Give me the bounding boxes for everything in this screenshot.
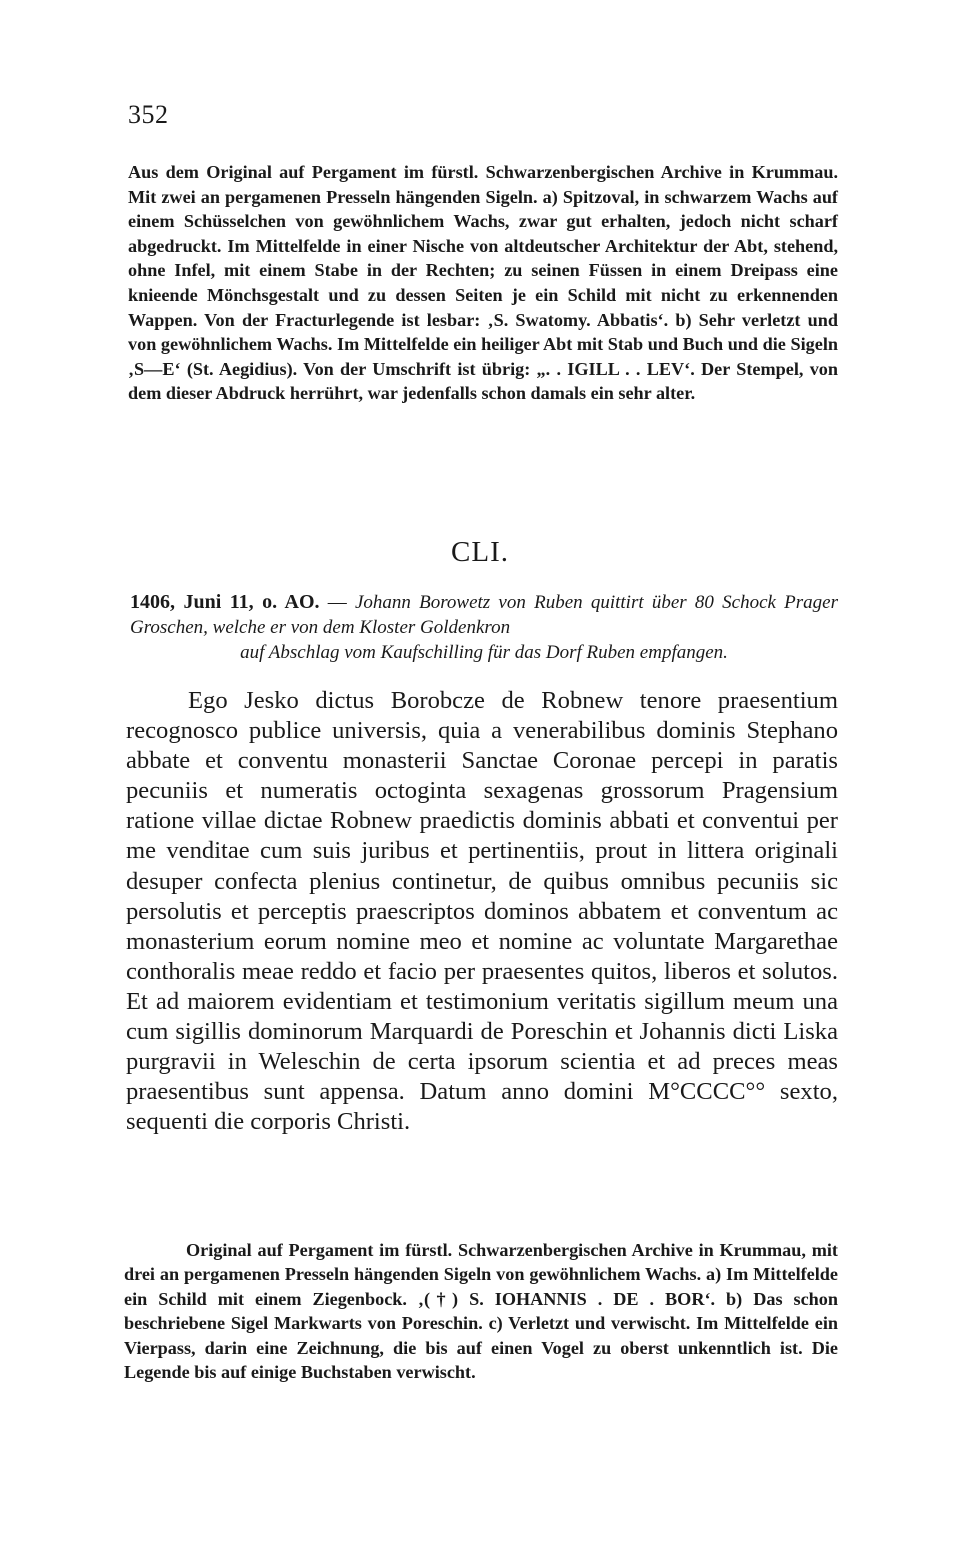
regest-summary-last-line: auf Abschlag vom Kaufschilling für das Dorf Ruben empfangen.	[240, 642, 728, 663]
regest-dash: —	[327, 592, 347, 613]
previous-document-notes: Aus dem Original auf Pergament im fürstl. Schwarzenbergischen Archive in Krummau. Mit zwei an pergamenen Presseln hängenden Sigeln. a) Spitzoval, in schwarzem Wachs auf einem Schüsselchen von gewöhnlichem Wachs, zwar gut erhalten, jedoch nicht scharf abgedruckt. Im Mittelfelde in einer Nische von altdeutscher Architektur der Abt, stehend, ohne Infel, mit einem Stabe in der Rechten; zu seinen Füssen in einem Dreipass eine knieende Mönchsgestalt und zu dessen Seiten je ein Schild mit nicht zu erkennenden Wappen. Von der Fracturlegende ist lesbar: ‚S. Swatomy. Abbatis‘. b) Sehr verletzt und von gewöhnlichem Wachs. Im Mittelfelde ein heiliger Abt mit Stab und Buch und die Sigeln ‚S—E‘ (St. Aegidius). Von der Umschrift ist übrig: „. . IGILL . . LEV‘. Der Stempel, von dem dieser Abdruck herrührt, war jedenfalls schon damals ein sehr alter.	[128, 162, 838, 404]
regest	[130, 590, 838, 665]
regest-date: 1406, Juni 11, o. AO.	[130, 591, 320, 613]
original-notes: Original auf Pergament im fürstl. Schwarzenbergischen Archive in Krummau, mit drei an pergamenen Presseln hängenden Sigeln von gewöhnlichem Wachs. a) Im Mittelfelde ein Schild mit einem Ziegenbock. ‚(†) S. IOHANNIS . DE . BOR‘. b) Das schon beschriebene Sigel Markwarts von Poreschin. c) Verletzt und verwischt. Im Mittelfelde ein Vierpass, darin eine Zeichnung, die bis auf einen Vogel zu oberst unkenntlich ist. Die Legende bis auf einige Buchstaben verwischt.	[124, 1240, 838, 1383]
regest-summary: Johann Borowetz von Ruben quittirt über 80 Schock Prager Groschen, welche er von dem Kloster Goldenkron	[130, 592, 838, 638]
charter-text: Ego Jesko dictus Borobcze de Robnew tenore praesentium recognosco publice universis, quia a venerabilibus dominis Stephano abbate et conventu monasterii Sanctae Coronae percepi in paratis pecuniis et numeratis octoginta sexagenas grossorum Pragensium ratione villae dictae Robnew praedictis dominis abbati et conventui per me venditae cum suis juribus et pertinentiis, prout in littera originali desuper confecta plenius continetur, de quibus omnibus pecuniis sic persolutis et perceptis praescriptos dominos abbatem et conventum ac monasterium eorum nomine meo et nomine ac voluntate Margarethae conthoralis meae reddo et facio per praesentes quitos, liberos et solutos. Et ad maiorem evidentiam et testimonium veritatis sigillum meum una cum sigillis dominorum Marquardi de Poreschin et Johannis dicti Liska purgravii in Weleschin de certa ipsorum scientia et ad preces meas praesentibus sunt appensa. Datum anno domini M°CCCC°° sexto, sequenti die corporis Christi.	[126, 687, 838, 1136]
page-number: 352	[128, 100, 169, 129]
document-number: CLI.	[451, 536, 509, 568]
charter	[126, 686, 838, 1137]
